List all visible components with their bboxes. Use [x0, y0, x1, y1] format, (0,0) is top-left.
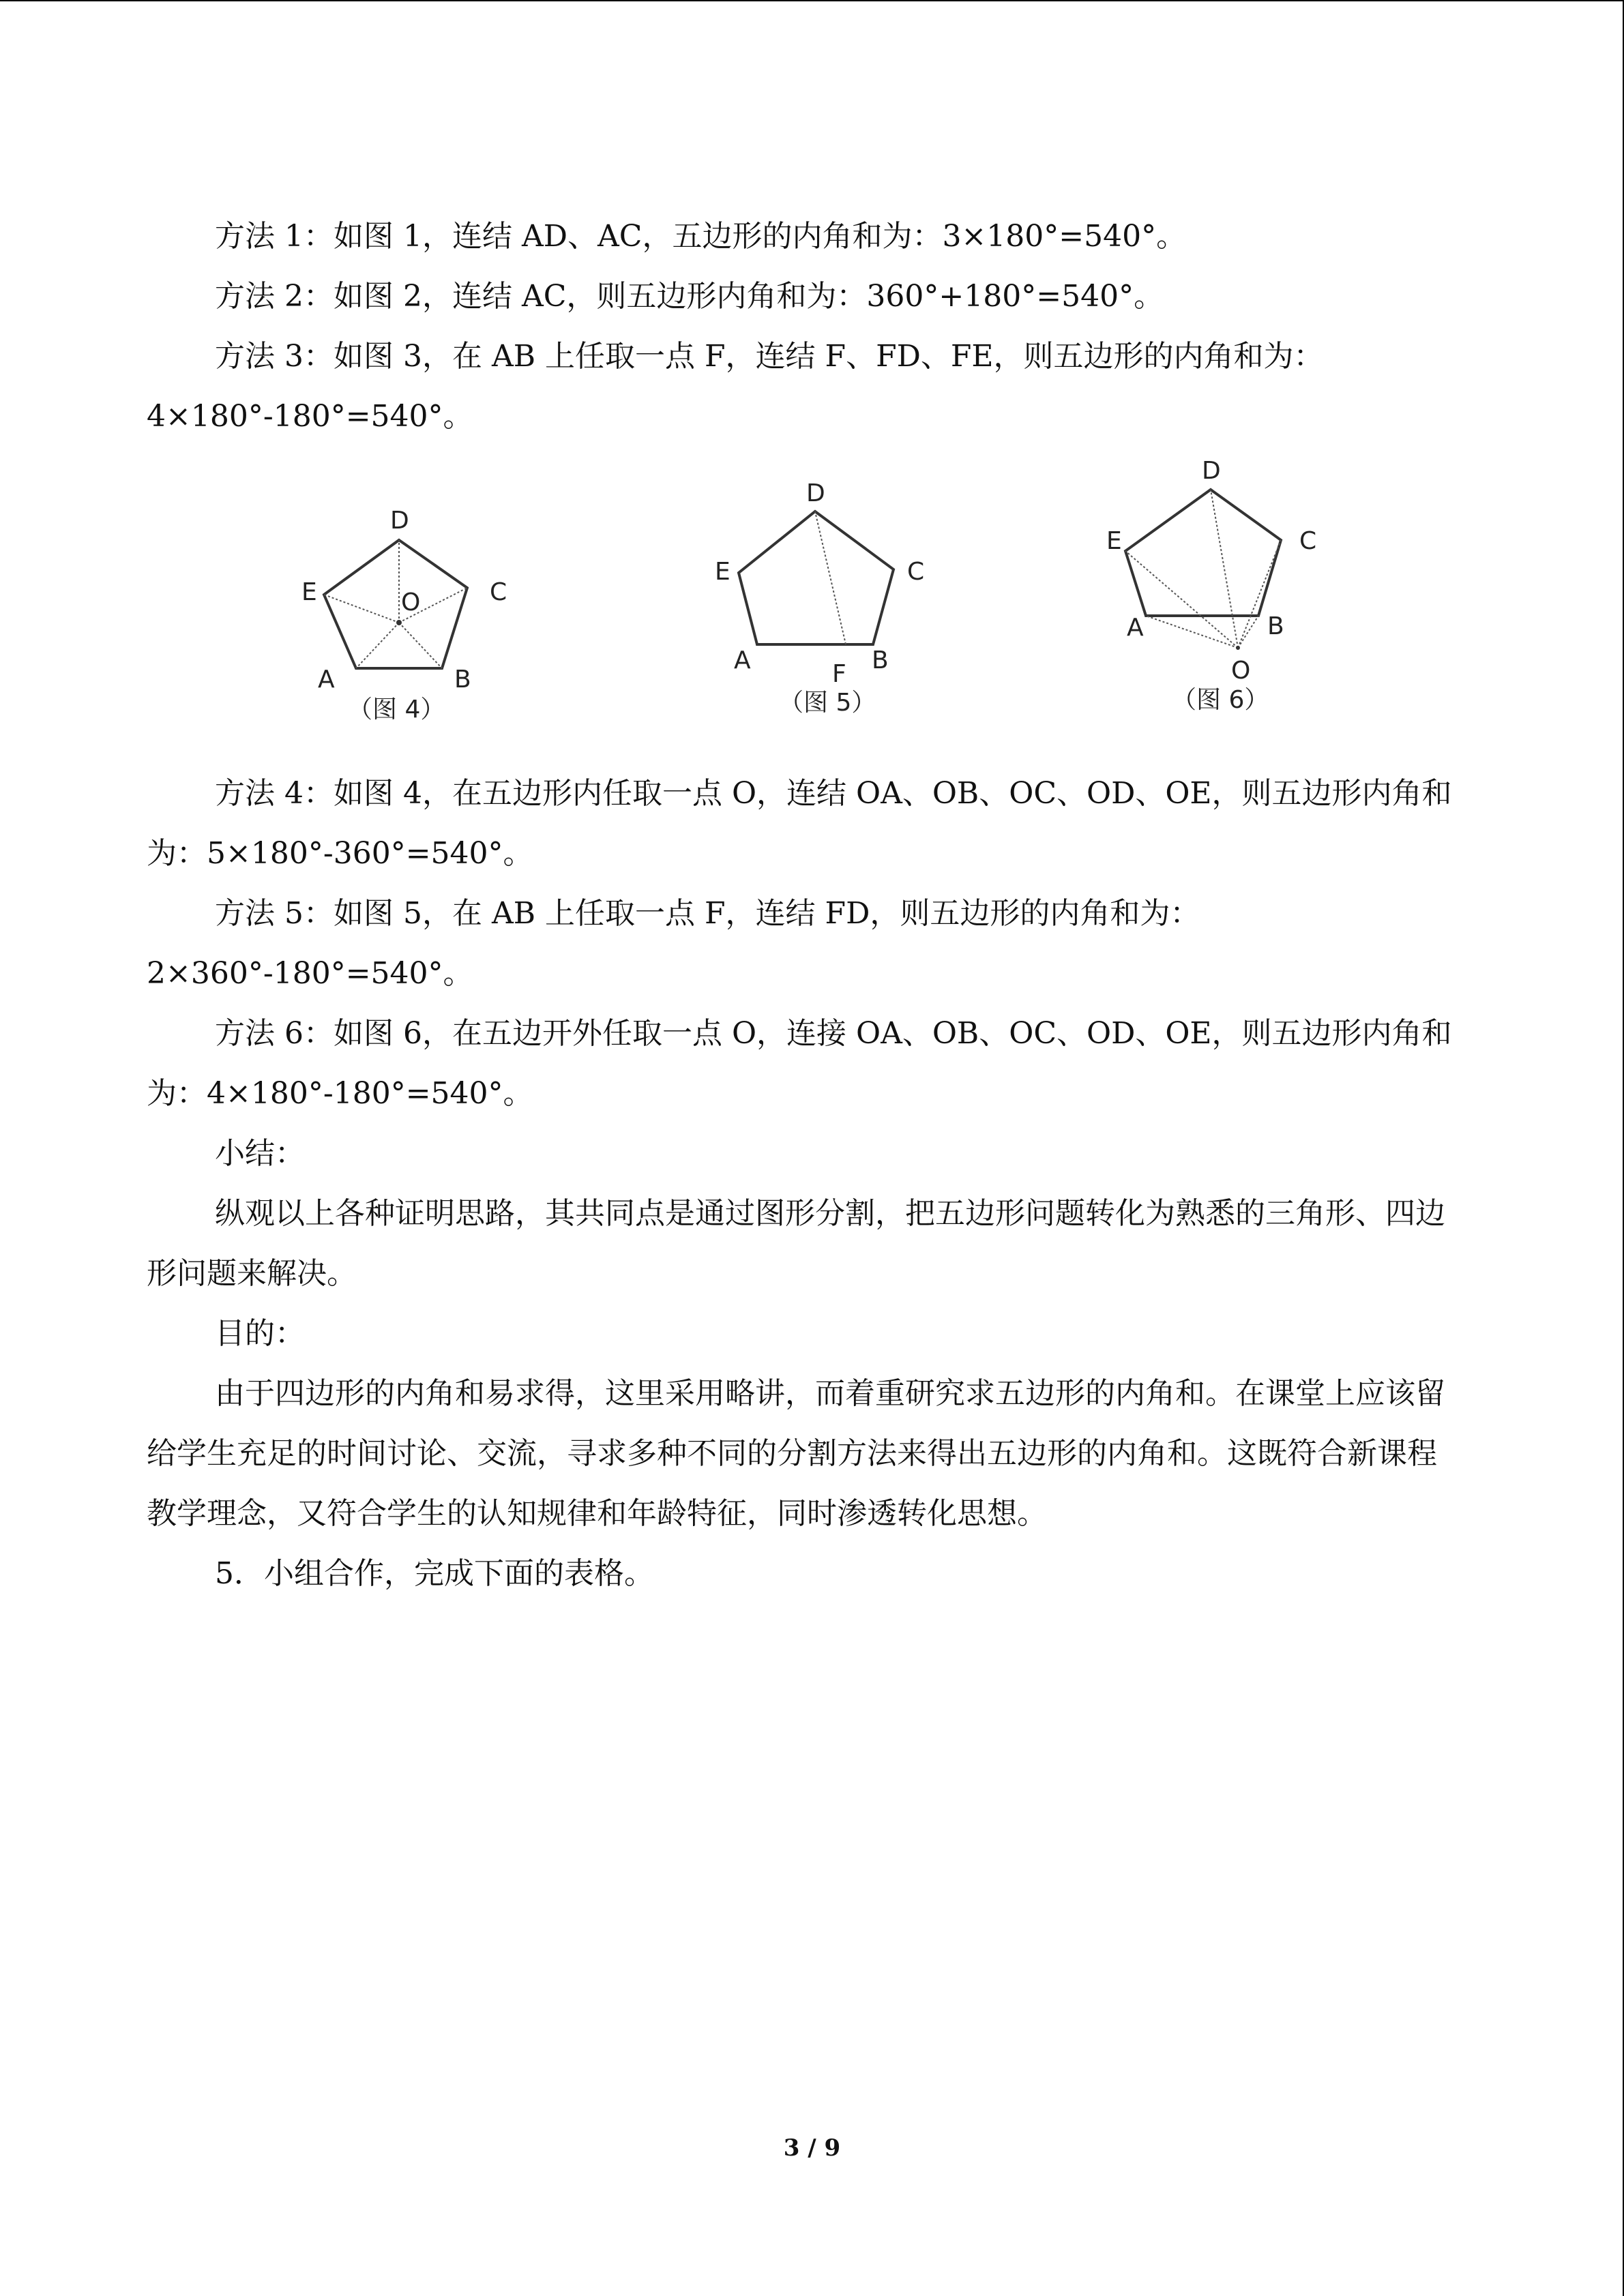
label-a: A [1127, 614, 1144, 642]
point-o [1236, 646, 1240, 650]
label-d: D [390, 507, 409, 535]
label-c: C [907, 558, 925, 586]
label-e: E [1106, 527, 1122, 555]
label-b: B [1267, 612, 1284, 640]
pentagon-outline [324, 540, 467, 668]
pentagon-outline [739, 511, 894, 644]
segment-oa [1146, 616, 1238, 648]
method-4-text: 方法 4：如图 4，在五边形内任取一点 O，连结 OA、OB、OC、OD、OE，则五边形内角和为：5×180°-360°=540°。 [147, 776, 1452, 871]
segment-ob [399, 623, 442, 668]
method-6-text: 方法 6：如图 6，在五边开外任取一点 O，连接 OA、OB、OC、OD、OE，则五边形内角和为：4×180°-180°=540°。 [147, 1016, 1452, 1111]
label-c: C [1299, 527, 1317, 555]
method-1-text: 方法 1：如图 1，连结 AD、AC，五边形的内角和为：3×180°=540°。 [215, 219, 1187, 254]
point-o [396, 620, 402, 625]
summary-text: 纵观以上各种证明思路，其共同点是通过图形分割，把五边形问题转化为熟悉的三角形、四边形问题来解决。 [147, 1196, 1445, 1291]
label-b: B [454, 666, 471, 694]
label-f: F [832, 660, 846, 688]
method-5-text: 方法 5：如图 5，在 AB 上任取一点 F，连结 FD，则五边形的内角和为：2×360°-180°=540°。 [147, 896, 1200, 991]
method-3-continuation: 4×180°-180°=540°。 [147, 399, 473, 434]
label-e: E [715, 558, 730, 586]
figure-6-diagram [1091, 450, 1350, 730]
label-o: O [1231, 657, 1251, 685]
figure-6-caption: （图 6） [1172, 686, 1269, 714]
purpose-heading: 目的： [215, 1316, 305, 1351]
figure-5 [696, 477, 955, 730]
step-5-text: 5．小组合作，完成下面的表格。 [215, 1556, 654, 1591]
segment-od [1211, 490, 1238, 648]
page-number: 3 / 9 [783, 2134, 841, 2162]
figure-6 [1091, 450, 1350, 730]
figure-4 [286, 498, 532, 730]
summary-heading: 小结： [215, 1136, 305, 1171]
label-o: O [401, 588, 421, 616]
purpose-text: 由于四边形的内角和易求得，这里采用略讲，而着重研究求五边形的内角和。在课堂上应该留给学生充足的时间讨论、交流，寻求多种不同的分割方法来得出五边形的内角和。这既符合新课程教学理念，又符合学生的认知规律和年龄特征，同时渗透转化思想。 [147, 1376, 1445, 1531]
figure-5-diagram [696, 477, 955, 730]
label-c: C [490, 578, 507, 606]
label-e: E [301, 578, 317, 606]
figure-5-caption: （图 5） [779, 689, 876, 717]
method-3-text: 方法 3：如图 3，在 AB 上任取一点 F，连结 F、FD、FE，则五边形的内角和为： [215, 339, 1324, 374]
label-a: A [318, 666, 335, 694]
label-d: D [1202, 457, 1221, 485]
label-a: A [734, 646, 751, 674]
figure-4-diagram [286, 498, 532, 730]
figure-4-caption: （图 4） [348, 696, 445, 724]
label-d: D [806, 479, 825, 507]
method-2-text: 方法 2：如图 2，连结 AC，则五边形内角和为：360°+180°=540°。 [215, 279, 1164, 314]
label-b: B [872, 646, 889, 674]
segment-oa [356, 623, 399, 668]
